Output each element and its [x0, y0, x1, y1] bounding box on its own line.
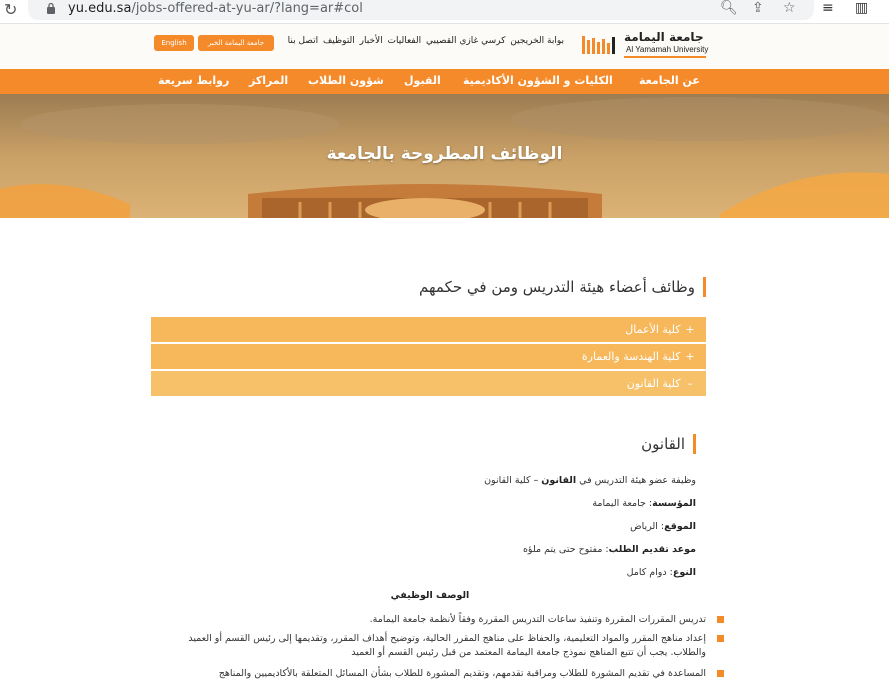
job-location-label: الموقع — [664, 521, 696, 532]
job-intro-post: – كلية القانون — [484, 475, 542, 486]
job-intro-bold: القانون — [541, 475, 577, 486]
accordion-label: كلية الأعمال — [625, 323, 681, 336]
site-header — [0, 24, 889, 69]
url-path: /jobs-offered-at-yu-ar/?lang=ar#col — [131, 1, 363, 16]
job-intro — [484, 475, 696, 486]
job-bullet — [166, 613, 706, 627]
bullet-square-icon — [717, 635, 724, 642]
star-icon[interactable]: ☆ — [783, 0, 796, 16]
url-text[interactable] — [68, 1, 363, 16]
logo-underline — [624, 56, 706, 58]
address-bar[interactable] — [28, 0, 814, 20]
top-link-chair[interactable]: كرسي غازي القصيبي — [425, 36, 506, 46]
hero-title: الوظائف المطروحة بالجامعة — [326, 144, 563, 164]
accordion-label: كلية الهندسة والعمارة — [581, 350, 681, 363]
logo-english-text: Al Yamamah University — [626, 45, 709, 54]
job-org-value: : جامعة اليمامة — [592, 498, 653, 509]
nav-centers[interactable]: المراكز — [249, 74, 289, 87]
job-location — [630, 521, 696, 532]
job-bullet-text: إعداد مناهج المقرر والمواد التعليمية، والحفاظ على مناهج المقرر الحالية، وتوضيح أهداف المقرر، وتقديمها إلى رئيس القسم أو العميد والطلاب. يجب أن تتبع المناهج نموذج جامعة اليمامة المعتمد من قبل رئيس القسم أو العميد — [188, 633, 706, 658]
accordion-law[interactable] — [151, 371, 706, 396]
job-type-label: النوع — [672, 567, 696, 578]
alkhobar-button[interactable]: جامعة اليمامة الخبر — [198, 35, 274, 51]
top-link-jobs[interactable]: التوظيف — [322, 36, 355, 46]
plus-icon: + — [685, 323, 695, 336]
minus-icon: – — [687, 377, 693, 390]
lock-icon[interactable] — [46, 2, 56, 14]
job-org-label: المؤسسة — [652, 498, 696, 509]
job-bullet-text: تدريس المقررات المقررة وتنفيذ ساعات التدريس المقررة وفقاً لأنظمة جامعة اليمامة. — [369, 614, 706, 625]
logo-bars-icon — [580, 32, 620, 56]
nav-about[interactable]: عن الجامعة — [639, 74, 700, 87]
job-intro-pre: وظيفة عضو هيئة التدريس في — [576, 475, 696, 486]
nav-admission[interactable]: القبول — [404, 74, 441, 87]
job-bullet — [166, 667, 706, 681]
accordion-engineering[interactable] — [151, 344, 706, 369]
job-location-value: : الرياض — [630, 521, 665, 532]
top-link-graduates[interactable]: بوابة الخريجين — [510, 36, 564, 46]
english-button[interactable]: English — [154, 35, 194, 51]
accordion-business[interactable] — [151, 317, 706, 342]
logo-arabic-text: جامعة اليمامة — [624, 30, 704, 44]
university-logo[interactable] — [580, 30, 708, 60]
job-deadline — [523, 544, 696, 555]
job-type-value: : دوام كامل — [626, 567, 673, 578]
job-heading: القانون — [641, 434, 696, 454]
top-link-news[interactable]: الأخبار — [359, 36, 383, 46]
plus-icon: + — [685, 350, 695, 363]
url-domain: yu.edu.sa — [68, 1, 132, 16]
job-bullet — [166, 632, 706, 660]
job-org — [592, 498, 696, 509]
accordion-label: كلية القانون — [626, 377, 681, 390]
bullet-square-icon — [717, 616, 724, 623]
job-deadline-value: : مفتوح حتى يتم ملؤه — [522, 544, 609, 555]
section-title: وظائف أعضاء هيئة التدريس ومن في حكمهم — [419, 277, 706, 297]
playlist-icon[interactable]: ≡ — [822, 0, 834, 16]
share-icon[interactable]: ⇪ — [752, 0, 764, 16]
zoom-icon[interactable]: 🔍︎ — [720, 0, 738, 16]
bullet-square-icon — [717, 670, 724, 677]
nav-student-affairs[interactable]: شؤون الطلاب — [308, 74, 384, 87]
browser-toolbar — [0, 0, 889, 24]
nav-colleges[interactable]: الكليات و الشؤون الأكاديمية — [463, 74, 613, 87]
job-deadline-label: موعد تقديم الطلب — [608, 544, 696, 555]
main-nav — [0, 69, 889, 94]
hero-banner — [0, 94, 889, 218]
reload-icon[interactable]: ↻ — [4, 0, 18, 19]
job-type — [627, 567, 696, 578]
top-link-events[interactable]: الفعاليات — [387, 36, 422, 46]
nav-quick-links[interactable]: روابط سريعة — [158, 74, 230, 87]
job-description-title: الوصف الوظيفي — [390, 590, 470, 601]
job-bullet-text: المساعدة في تقديم المشورة للطلاب ومراقبة تقدمهم، وتقديم المشورة للطلاب بشأن المسائل المتعلقة بالأكاديميين والمناهج — [218, 668, 706, 679]
top-link-contact[interactable]: اتصل بنا — [287, 36, 319, 46]
sidebar-icon[interactable]: ▥ — [855, 0, 869, 16]
top-links — [287, 36, 564, 46]
